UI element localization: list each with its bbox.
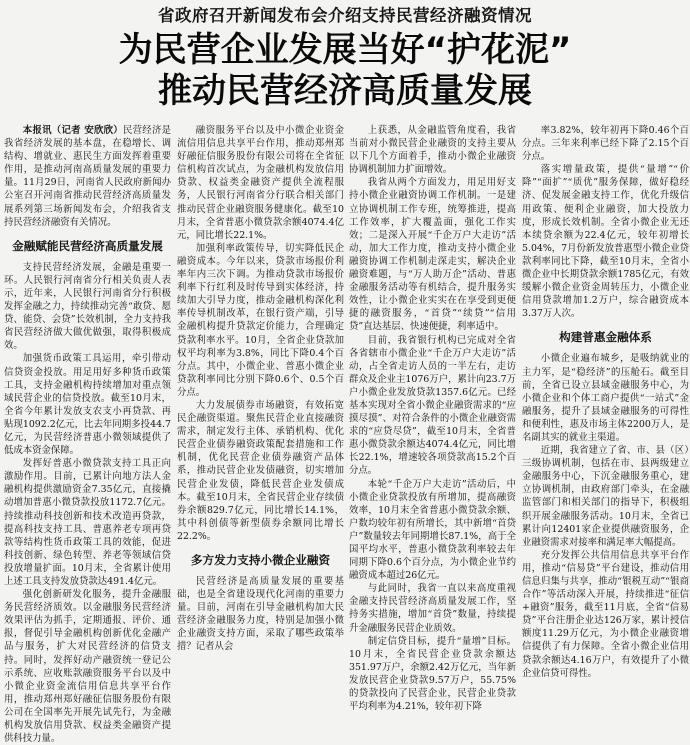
article-lead bbox=[4, 124, 171, 229]
paragraph: 上获悉，从金融监管角度看，我省当前对小微民营企业融资的支持主要从以下几个方面着手，推动小微企业融资协调机制加力扩面增效。 bbox=[349, 125, 516, 176]
paragraph: 与此同时，我省一直以来高度重视金融支持民营经济高质量发展工作，坚持务实措施，增加“首贷”数量，持续提升金融服务民营企业质效。 bbox=[349, 583, 516, 634]
subheading-finance: 金融赋能民营经济高质量发展 bbox=[12, 238, 163, 253]
paragraph: 加强利率政策传导，切实降低民企融资成本。今年以来，贷款市场报价利率年内三次下调。为推动贷款市场报价利率下行红利及时传导到实体经济，持续加大引导力度，推动金融机构深化利率传导机制改革，在银行资产端，引导金融机构提升贷款定价能力，合理确定贷款利率水平。10月，全省企业贷款加权平均利率为3.8%，同比下降0.4个百分点。其中，小微企业、普惠小微企业贷款利率同比分别下降0.6个、0.5个百分点。 bbox=[177, 242, 344, 398]
paragraph: 民营经济是高质量发展的重要基础，也是全省建设现代化河南的重要力量。目前，河南在引导金融机构加大民营经济金融服务力度，特别是加强小微企业融资支持方面，采取了哪些政策举措？记者从会 bbox=[177, 576, 344, 653]
paragraph: 融资服务平台以及中小微企业资金流信用信息共享平台作用，推动郑州郑好融征信服务股份有限公司将在全省征信机构首次试点，为金融机构发放信用贷款、权益类金融资产提供全流程服务，人民银行河南省分行联合相关部门推动民营企业融资服务健康化。截至10月末，全省普惠小微贷款余额4074.4亿元，同比增长22.1%。 bbox=[177, 125, 344, 241]
paragraph: 民营经济是我省经济发展的基本盘，在稳增长、调结构、增就业、惠民生方面发挥着重要作用，是推动河南高质量发展的重要力量。11月29日，河南省人民政府新闻办公室召开河南省推动民营经济高质量发展系列第三场新闻发布会，介绍我省支持民营经济融资有关情况。 bbox=[4, 125, 171, 228]
paragraph: 支持民营经济发展，金融是重要一环。人民银行河南省分行相关负责人表示，近年来，人民银行河南省分行积极发挥金融之力，持续推动完善“敢贷、愿贷、能贷、会贷”长效机制，全力支持我省民营经济做大做优做强，取得积极成效。 bbox=[4, 261, 171, 352]
column-4 bbox=[522, 124, 689, 679]
column-3 bbox=[349, 124, 516, 713]
subheading-inclusive-finance: 构建普惠金融体系 bbox=[559, 330, 652, 345]
headline bbox=[60, 30, 630, 112]
paragraph: 强化创新研发化服务，提升金融服务民营经济质效。以金融服务民营经济效果评估为抓手，定期通报、评价、通报，督促引导金融机构创新优化金融产品与服务，扩大对民营经济的信贷支持。同时，发挥好动产融资统一登记公示系统、应收账款融资服务平台以及中小微企业资金流信用信息共享平台作用，推动郑州郑好融征信服务股份有限公司在全国率先开展先试先行，为金融机构发放信用贷款、权益类金融资产提供科技力量。 bbox=[4, 589, 171, 745]
paragraph: 发挥好普惠小微贷款支持工具正向激励作用。目前，已累计向地方法人金融机构提供激励资金7.35亿元，直接撬动增加普惠小微贷款投放1172.7亿元。持续推动科技创新和技术改造再贷款，提高科技支持工具、普惠养老专项再贷款等结构性货币政策工具的效能，促进科技创新、绿色转型、养老等领域信贷投放增量扩面。10月末，全省累计使用上述工具支持发放贷款达491.4亿元。 bbox=[4, 458, 171, 587]
paragraph: 近期，我省建立了省、市、县（区）三级协调机制，包括在市、县两级建立金融服务中心，下沉金融服务重心，建立协调机制，由政府部门牵头，在金融监管部门和相关部门的指导下，积极组织开展金融服务活动。10月末，全省已累计向12401家企业提供融资服务，企业融资需求对接率和满足率大幅提高。 bbox=[522, 445, 689, 548]
paragraph: 加强货币政策工具运用，牵引带动信贷资金投放。用足用好多种货币政策工具，支持金融机构持续增加对重点领域民营企业的信贷投放。截至10月末，全省今年累计发放支农支小再贷款、再贴现1092.2亿元，比去年同期多投44.7亿元，为民营经济普惠小微领域提供了低成本资金保障。 bbox=[4, 353, 171, 457]
column-1 bbox=[4, 124, 171, 745]
subheading-small-business: 多方发力支持小微企业融资 bbox=[190, 553, 331, 567]
column-2 bbox=[177, 124, 344, 653]
paragraph: 制定信贷目标，提升“量增”目标。10月末，全省民营企业贷款余额达351.97万户，余额2.42万亿元，当年新发放民营企业贷款9.57万户，55.75%的贷款投向了民营企业，民营企业贷款平均利率为4.21%，较年初下降 bbox=[349, 635, 516, 713]
byline: 本报讯（记者 安欣欣） bbox=[22, 125, 123, 136]
headline-line-2: 推动民营经济高质量发展 bbox=[158, 71, 532, 111]
paragraph: 落实增量政策，提供“量增”“价降”“面扩”“质优”服务保障，做好稳经济、促发展金融支持工作，优化升级信用政策、便利企业融资，加大投放力度，形成长效机制。全省小微企业无还本续贷余额为22.4亿元，较年初增长5.04%，7月份新发放普惠型小微企业贷款利率同比下降，截至10月末，全省小微企业中长期贷款余额1785亿元，有效缓解小微企业资金周转压力，小微企业信用贷款增加1.2万户，综合融资成本3.37万人次。 bbox=[522, 164, 689, 320]
paragraph: 小微企业遍布城乡，是吸纳就业的主力军，是“稳经济”的压舱石。截至目前，全省已设立县域金融服务中心，为小微企业和个体工商户提供“一站式”金融服务，提升了县域金融服务的可得性和便利性，惠及市场主体2200万人，是名副其实的就业主渠道。 bbox=[522, 353, 689, 443]
paragraph: 大力发展债券市场融资，有效拓宽民企融资渠道。聚焦民营企业直接融资需求，制定发行主体、承销机构、优化民营企业债券融资政策配套措施和工作机制，优化民营企业债券融资产品体系，推动民营企业发债融资，切实增加民营企业发债，降低民营企业发债成本。截至10月末，全省民营企业存续债券余额829.7亿元，同比增长14.1%，其中科创债等新型债券余额同比增长22.2%。 bbox=[177, 399, 344, 542]
kicker-title: 省政府召开新闻发布会介绍支持民营经济融资情况 bbox=[158, 6, 532, 25]
paragraph: 我省从两个方面发力，用足用好支持小微企业融资协调工作机制。一是建立协调机制工作专班，统筹推进，提高工作效率，扩大覆盖面，强化工作实效；二是深入开展“千企万户大走访”活动，加大工作力度，推动支持小微企业融资协调工作机制走深走实，解决企业融资难题，与“万人助万企”活动、普惠金融服务活动等有机结合，提升服务实效性，让小微企业实实在在享受到更便捷的融资服务，“首贷”“续贷”“信用贷”直达基层、快速便捷，利率适中。 bbox=[349, 177, 516, 333]
paragraph: 本轮“千企万户大走访”活动后，中小微企业贷款投放有所增加，提高融资效率，10月末全省普惠小微贷款余额、户数均较年初有所增长，其中新增“首贷户”数量较去年同期增长87.1%，高于全国平均水平，普惠小微贷款利率较去年同期下降0.6个百分点，为小微企业节约融资成本超过26亿元。 bbox=[349, 478, 516, 582]
paragraph: 目前，我省银行机构已完成对全省各省辖市小微企业“千企万户大走访”活动，占全省走访人员的一半左右，走访群众及企业主1076万户，累计向23.7万户小微企业发放贷款1357.6亿元。已经基本实现对全省小微企业融资需求的“应摸尽摸”、对符合条件的小微企业融资需求的“应贷尽贷”，截至10月末，全省普惠小微贷款余额达4074.4亿元，同比增长22.1%，增速较各项贷款高15.2个百分点。 bbox=[349, 334, 516, 477]
paragraph: 充分发挥公共信用信息共享平台作用，推动“信易贷”平台建设，推动信用信息归集与共享，推动“银税互动”“银商合作”等活动深入开展，持续推进“征信+融资”服务，截至11月底，全省“信易贷”平台注册企业达126万家，累计授信额度11.29万亿元，为小微企业融资增信提供了有力保障。全省小微企业信用贷款余额达4.16万户，有效提升了小微企业信贷可得性。 bbox=[522, 549, 689, 679]
paragraph: 率3.82%，较年初再下降0.46个百分点。三年来利率已经下降了2.15个百分点。 bbox=[522, 125, 689, 163]
headline-line-1: 为民营企业发展当好“护花泥” bbox=[118, 30, 572, 70]
